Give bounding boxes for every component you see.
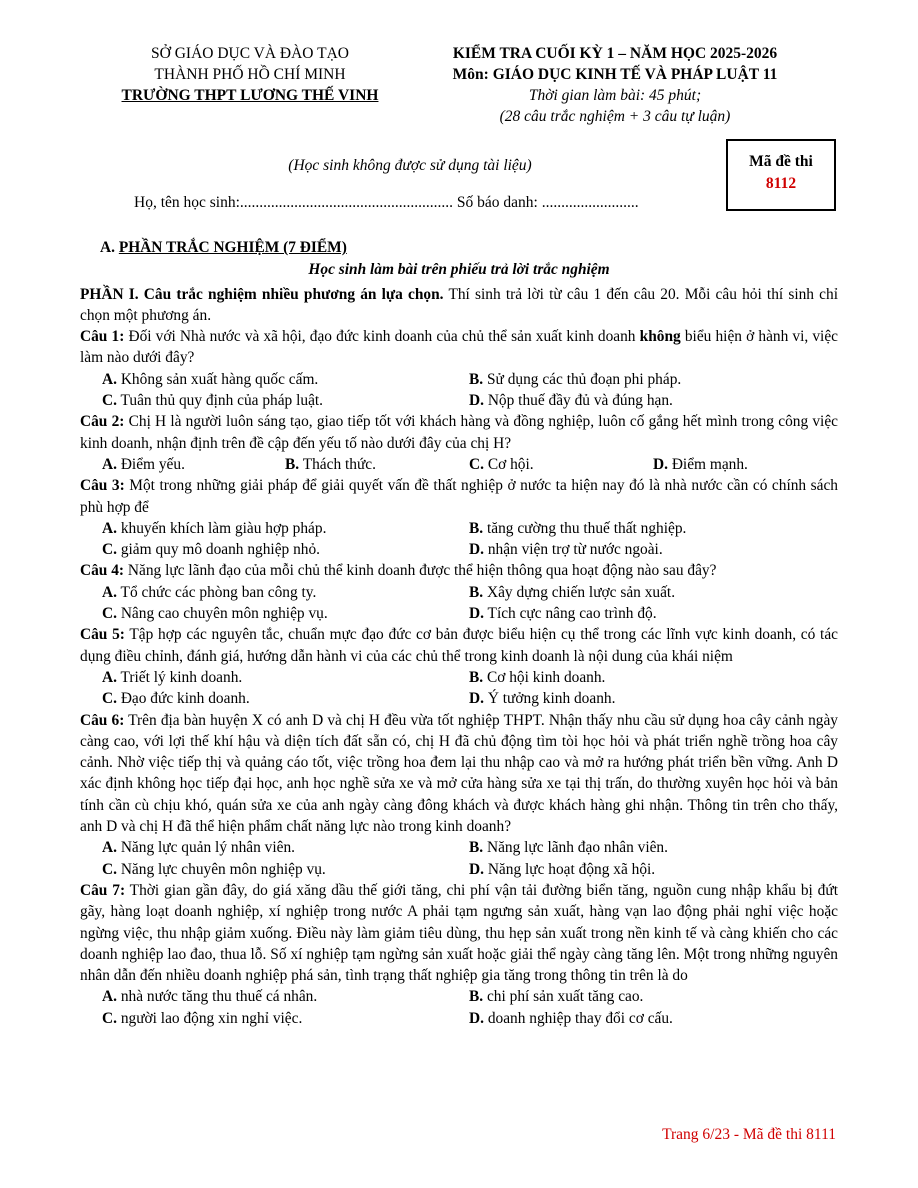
question-text: Năng lực lãnh đạo của mỗi chủ thể kinh doanh được thể hiện thông qua hoạt động nào sau đây? <box>124 562 717 580</box>
question-7 <box>80 880 838 986</box>
question-text: Đối với Nhà nước và xã hội, đạo đức kinh doanh của chủ thể sản xuất kinh doanh <box>124 328 640 346</box>
option-text: Tuân thủ quy định của pháp luật. <box>116 392 324 410</box>
header-right <box>410 43 820 127</box>
option-letter: D. <box>469 541 484 559</box>
question-3 <box>80 475 838 518</box>
options-row <box>80 859 838 880</box>
option-letter: A. <box>102 455 117 473</box>
question-text: biểu hiện ở hành vi, việc làm nào dưới đây? <box>80 328 838 367</box>
option-a[interactable] <box>80 667 459 688</box>
school-name: TRƯỜNG THPT LƯƠNG THẾ VINH <box>121 87 379 104</box>
option-letter: D. <box>469 392 484 410</box>
option-d[interactable] <box>459 539 838 560</box>
option-d[interactable] <box>459 859 838 880</box>
option-text: Cơ hội. <box>483 455 534 473</box>
option-text: tăng cường thu thuế thất nghiệp. <box>483 519 687 537</box>
option-text: khuyến khích làm giàu hợp pháp. <box>116 519 327 537</box>
option-text: Điểm mạnh. <box>667 455 748 473</box>
option-d[interactable] <box>459 688 838 709</box>
option-text: Không sản xuất hàng quốc cấm. <box>116 370 319 388</box>
option-letter: C. <box>102 860 117 878</box>
option-text: Triết lý kinh doanh. <box>116 668 243 686</box>
question-count: (28 câu trắc nghiệm + 3 câu tự luận) <box>499 108 731 125</box>
option-b[interactable] <box>459 369 838 390</box>
option-letter: C. <box>102 1009 117 1027</box>
option-text: Năng lực quản lý nhân viên. <box>116 839 295 857</box>
section-subtitle: Học sinh làm bài trên phiếu trả lời trắc nghiệm <box>308 261 610 279</box>
option-letter: D. <box>469 860 484 878</box>
options-row <box>80 688 838 709</box>
options-row <box>80 603 838 624</box>
option-text: người lao động xin nghỉ việc. <box>116 1009 303 1027</box>
header-left <box>100 43 400 106</box>
option-b[interactable] <box>459 837 838 858</box>
question-label: Câu 2: <box>80 413 125 431</box>
option-text: Ý tưởng kinh doanh. <box>483 690 616 708</box>
option-a[interactable] <box>80 369 459 390</box>
question-text: Trên địa bàn huyện X có anh D và chị H đều vừa tốt nghiệp THPT. Nhận thấy nhu cầu sử dụng hoa cây cảnh ngày càng cao, với lợi thế khí hậu và diện tích đất sẵn có, chị H đã chủ động tìm tòi học hỏi và phát triển nghề trồng hoa cây cảnh. Nhờ việc tiếp thị và quảng cáo tốt, việc trồng hoa đem lại thu nhập cao và mở ra hướng phát triển bền vững. Anh D xác định không học tiếp đại học, anh học nghề sửa xe và mở cửa hàng sửa xe tại thị trấn, do thường xuyên học hỏi và bản tính cần cù chịu khó, quán sửa xe của anh ngày càng đông khách và được khách hàng ghi nhận. Thông tin trên cho thấy, anh D và chị H đã thể hiện phẩm chất năng lực nào trong kinh doanh? <box>80 711 838 836</box>
options-row <box>80 582 838 603</box>
option-text: Cơ hội kinh doanh. <box>483 668 606 686</box>
department-name: SỞ GIÁO DỤC VÀ ĐÀO TẠO <box>151 45 349 62</box>
question-text: Một trong những giải pháp để giải quyết vấn đề thất nghiệp ở nước ta hiện nay đó là nhà nước cần có chính sách phù hợp để <box>80 477 838 516</box>
question-text: Tập hợp các nguyên tắc, chuẩn mực đạo đức cơ bản được biểu hiện cụ thể trong các lĩnh vực kinh doanh, có tác dụng điều chỉnh, đánh giá, hướng dẫn hành vi của các chủ thể trong kinh doanh là nội dung của khái niệm <box>80 626 838 665</box>
option-b[interactable] <box>285 454 469 475</box>
no-materials-notice: (Học sinh không được sử dụng tài liệu) <box>288 157 532 174</box>
section-prefix: A. <box>100 239 119 256</box>
option-text: Thách thức. <box>299 455 376 473</box>
option-letter: C. <box>102 690 117 708</box>
option-letter: A. <box>102 988 117 1006</box>
options-row <box>80 390 838 411</box>
part1-heading <box>80 284 838 327</box>
option-c[interactable] <box>80 390 459 411</box>
question-label: Câu 5: <box>80 626 125 644</box>
option-c[interactable] <box>80 859 459 880</box>
option-letter: C. <box>102 605 117 623</box>
option-text: Sử dụng các thủ đoạn phi pháp. <box>483 370 682 388</box>
section-heading <box>80 237 838 258</box>
option-text: Năng lực lãnh đạo nhân viên. <box>483 839 668 857</box>
option-letter: A. <box>102 839 117 857</box>
option-b[interactable] <box>459 518 838 539</box>
exam-content <box>80 237 838 1029</box>
option-letter: B. <box>469 583 484 601</box>
question-label: Câu 7: <box>80 881 126 899</box>
options-row <box>80 518 838 539</box>
option-text: Đạo đức kinh doanh. <box>116 690 250 708</box>
option-letter: D. <box>469 605 484 623</box>
options-row <box>80 539 838 560</box>
option-letter: D. <box>469 1009 484 1027</box>
option-letter: D. <box>653 455 668 473</box>
option-text: doanh nghiệp thay đổi cơ cấu. <box>483 1009 673 1027</box>
question-label: Câu 1: <box>80 328 125 346</box>
option-letter: D. <box>469 690 484 708</box>
options-row <box>80 454 838 475</box>
option-a[interactable] <box>80 582 459 603</box>
option-a[interactable] <box>80 518 459 539</box>
option-text: Tổ chức các phòng ban công ty. <box>116 583 317 601</box>
subject-name: Môn: GIÁO DỤC KINH TẾ VÀ PHÁP LUẬT 11 <box>452 66 778 83</box>
option-text: Năng lực hoạt động xã hội. <box>483 860 656 878</box>
option-text: Điểm yếu. <box>116 455 185 473</box>
option-d[interactable] <box>653 454 748 475</box>
option-letter: B. <box>285 455 300 473</box>
option-text: nhà nước tăng thu thuế cá nhân. <box>116 988 318 1006</box>
question-label: Câu 3: <box>80 477 125 495</box>
option-d[interactable] <box>459 390 838 411</box>
option-d[interactable] <box>459 1008 838 1029</box>
time-limit: Thời gian làm bài: 45 phút; <box>528 87 702 104</box>
exam-code-value: 8112 <box>765 175 797 192</box>
question-2 <box>80 411 838 454</box>
question-5 <box>80 624 838 667</box>
question-label: Câu 4: <box>80 562 125 580</box>
option-letter: B. <box>469 839 484 857</box>
option-letter: A. <box>102 668 117 686</box>
option-letter: A. <box>102 370 117 388</box>
question-1 <box>80 326 838 369</box>
part1-desc: Thí sinh trả lời từ câu 1 đến câu 20. Mỗi câu hỏi thí sinh chỉ chọn một phương án. <box>80 285 838 324</box>
options-row <box>80 369 838 390</box>
option-b[interactable] <box>459 986 838 1007</box>
part1-title: PHẦN I. Câu trắc nghiệm nhiều phương án lựa chọn. <box>80 285 444 303</box>
question-label: Câu 6: <box>80 711 125 729</box>
option-letter: B. <box>469 668 484 686</box>
page-footer: Trang 6/23 - Mã đề thi 8111 <box>662 1126 836 1143</box>
option-a[interactable] <box>80 986 459 1007</box>
student-info-line: Họ, tên học sinh:....................................................... Số báo danh: ......................... <box>134 194 639 211</box>
exam-code-box <box>726 139 836 211</box>
option-letter: A. <box>102 519 117 537</box>
city-name: THÀNH PHỐ HỒ CHÍ MINH <box>154 66 346 83</box>
option-b[interactable] <box>459 667 838 688</box>
options-row <box>80 667 838 688</box>
option-text: Năng lực chuyên môn nghiệp vụ. <box>116 860 326 878</box>
question-6 <box>80 710 838 838</box>
options-row <box>80 1008 838 1029</box>
option-text: Tích cực nâng cao trình độ. <box>483 605 657 623</box>
option-text: giảm quy mô doanh nghiệp nhỏ. <box>116 541 321 559</box>
option-c[interactable] <box>469 454 653 475</box>
option-letter: B. <box>469 988 484 1006</box>
question-emphasis: không <box>639 328 681 346</box>
option-text: Nộp thuế đầy đủ và đúng hạn. <box>483 392 673 410</box>
options-row <box>80 837 838 858</box>
option-c[interactable] <box>80 603 459 624</box>
option-text: Xây dựng chiến lược sản xuất. <box>483 583 676 601</box>
option-text: chi phí sản xuất tăng cao. <box>483 988 644 1006</box>
option-a[interactable] <box>80 454 285 475</box>
exam-code-label: Mã đề thi <box>749 153 813 170</box>
question-4 <box>80 560 838 581</box>
option-a[interactable] <box>80 837 459 858</box>
option-text: Nâng cao chuyên môn nghiệp vụ. <box>116 605 328 623</box>
option-letter: C. <box>102 541 117 559</box>
option-text: nhận viện trợ từ nước ngoài. <box>483 541 663 559</box>
options-row <box>80 986 838 1007</box>
option-d[interactable] <box>459 603 838 624</box>
option-c[interactable] <box>80 539 459 560</box>
option-letter: B. <box>469 519 484 537</box>
option-letter: C. <box>469 455 484 473</box>
option-b[interactable] <box>459 582 838 603</box>
exam-title: KIỂM TRA CUỐI KỲ 1 – NĂM HỌC 2025-2026 <box>452 45 778 62</box>
option-letter: B. <box>469 370 484 388</box>
option-c[interactable] <box>80 1008 459 1029</box>
option-letter: C. <box>102 392 117 410</box>
question-text: Chị H là người luôn sáng tạo, giao tiếp tốt với khách hàng và đồng nghiệp, luôn cố gắng hết mình trong công việc kinh doanh, nhận định trên đề cập đến yếu tố nào dưới đây của chị H? <box>80 413 838 452</box>
question-text: Thời gian gần đây, do giá xăng dầu thế giới tăng, chi phí vận tải đường biển tăng, nguồn cung nhập khẩu bị đứt gãy, hàng loạt doanh nghiệp, xí nghiệp trong nước A phải tạm ngưng sản xuất, hàng vạn lao động phải nghỉ việc hoặc ngừng việc, thu nhập giảm xuống. Điều này làm giảm tiêu dùng, thu hẹp sản xuất trong nền kinh tế và càng khiến cho các doanh nghiệp lao đao, thua lỗ. Số xí nghiệp tạm ngừng sản xuất hoặc giải thể ngày càng tăng lên. Một trong những nguyên nhân dẫn đến nhiều doanh nghiệp phá sản, tình trạng thất nghiệp gia tăng trong thông tin trên là do <box>80 881 838 985</box>
option-letter: A. <box>102 583 117 601</box>
section-title: PHẦN TRẮC NGHIỆM (7 ĐIỂM) <box>118 239 347 256</box>
option-c[interactable] <box>80 688 459 709</box>
